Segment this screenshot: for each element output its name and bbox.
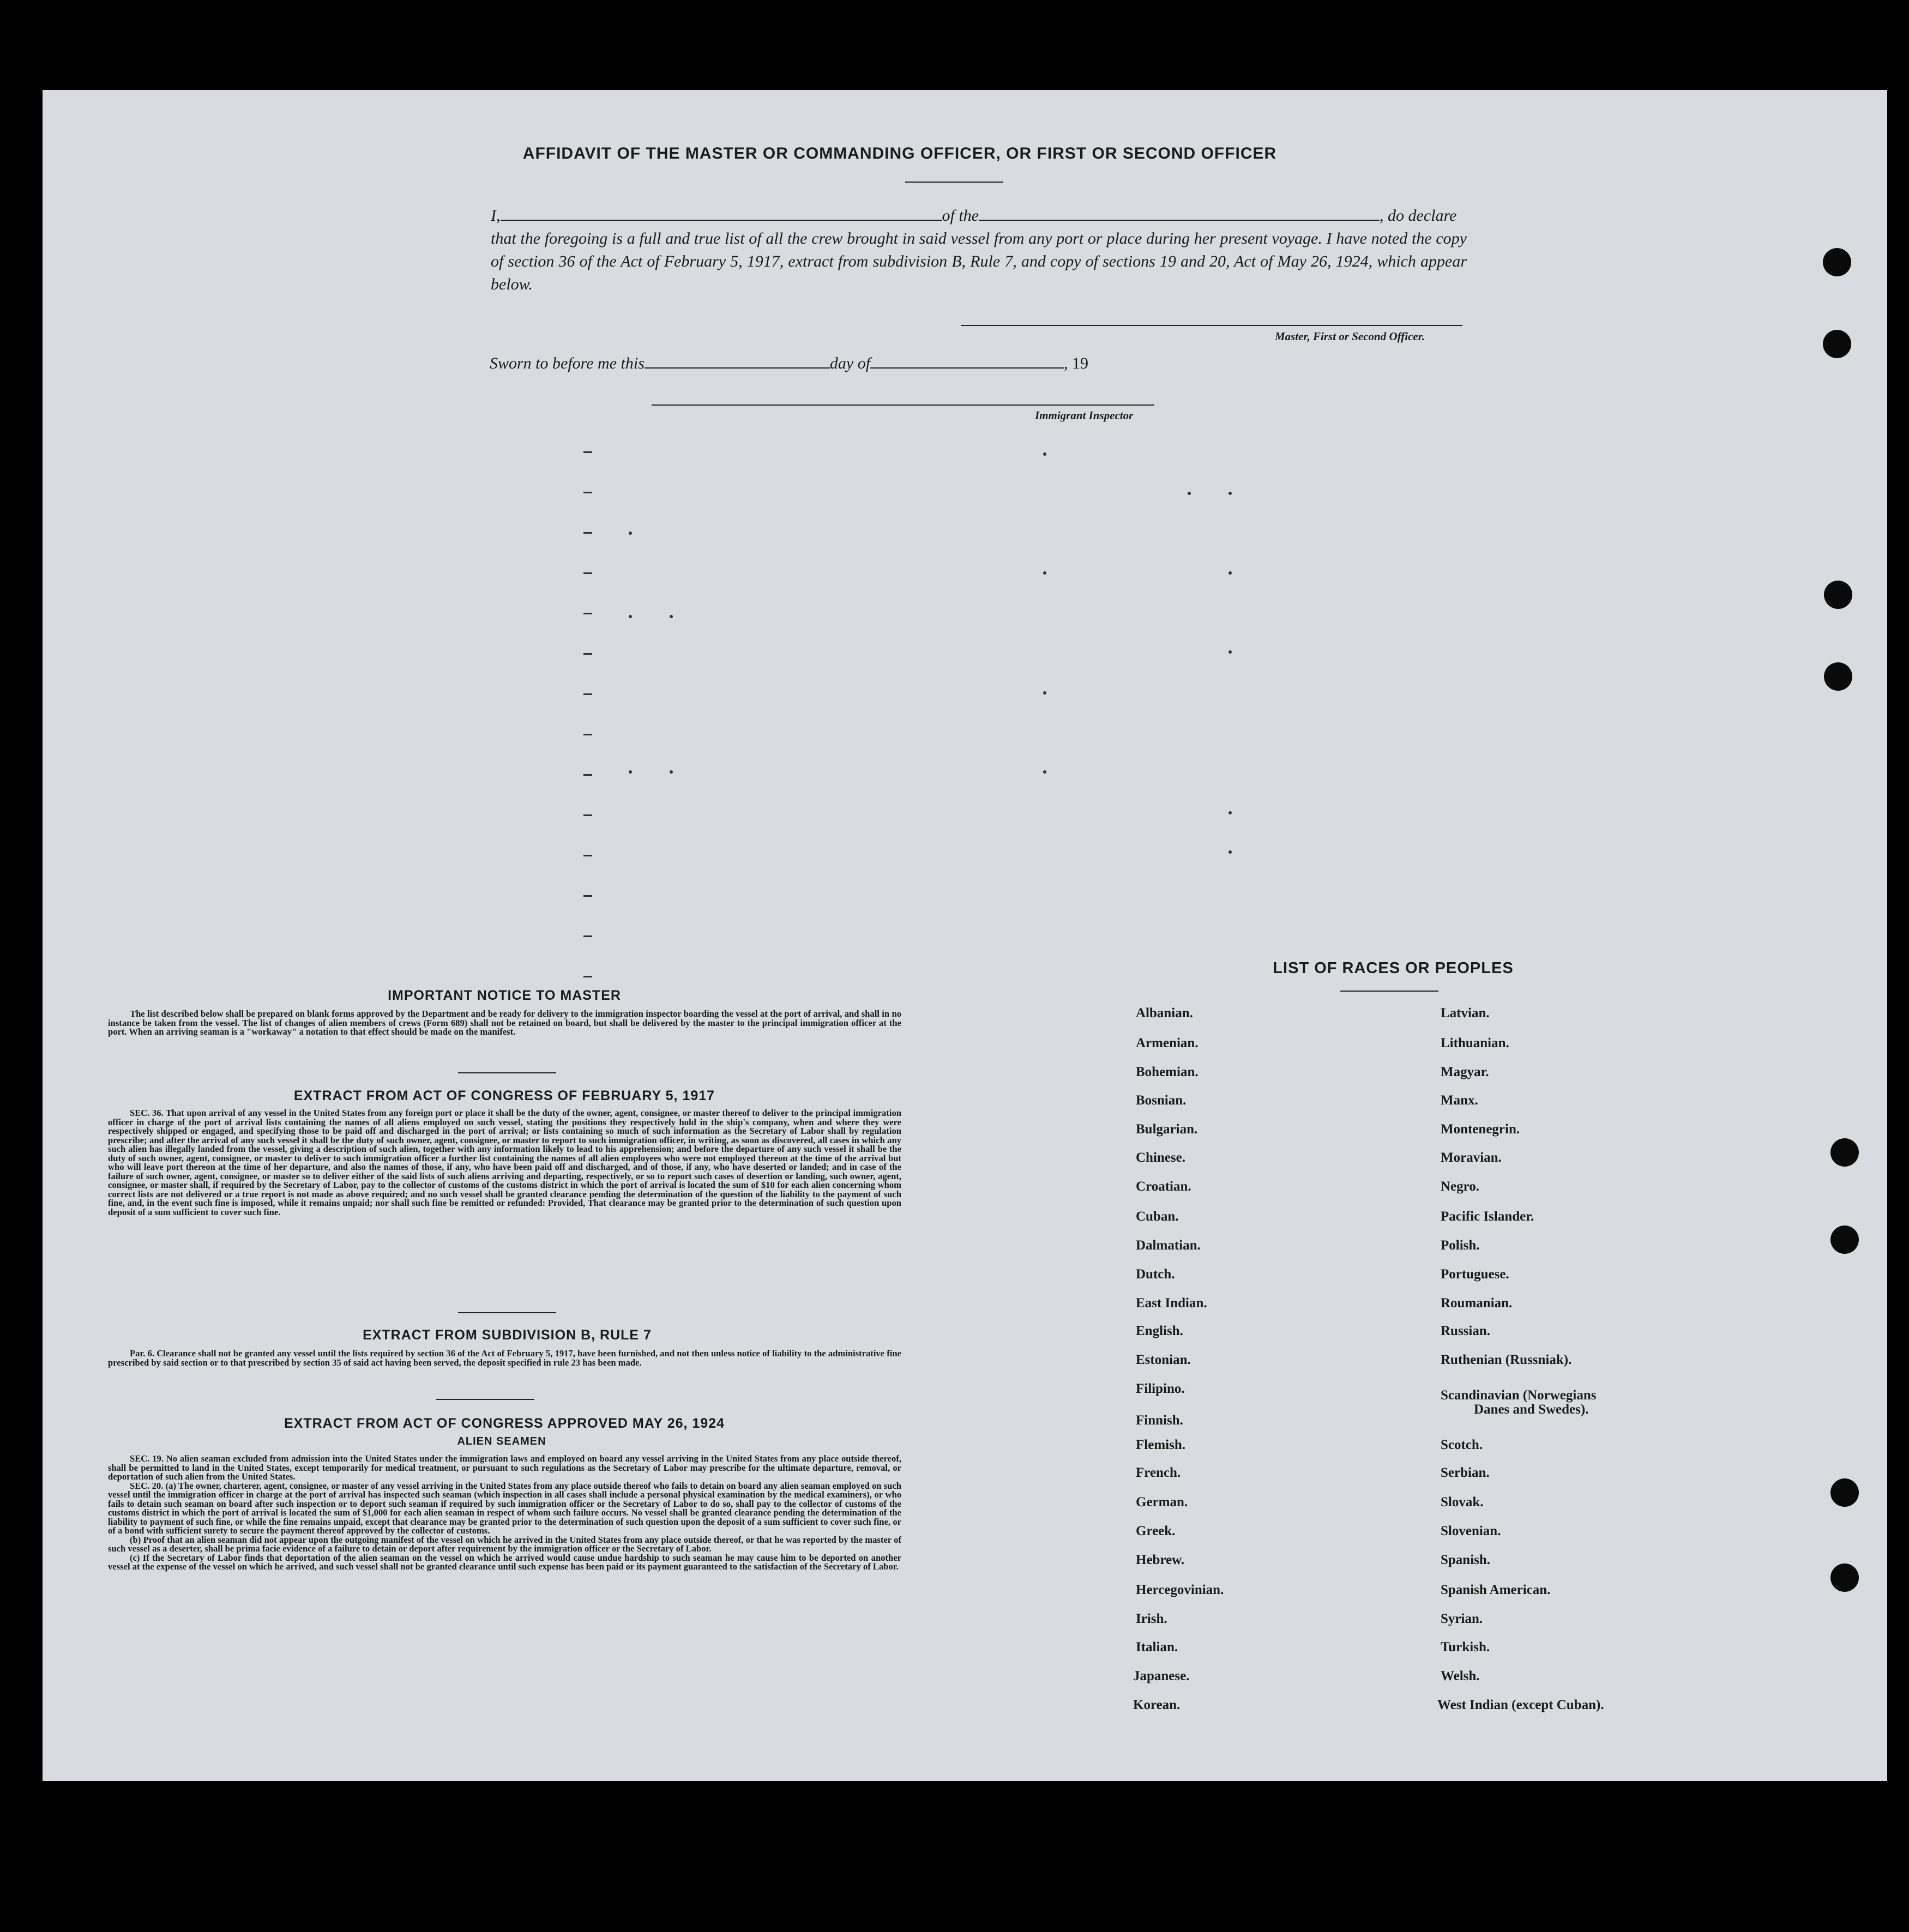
race-item: Manx. <box>1441 1093 1478 1108</box>
affidavit-body <box>491 204 1467 296</box>
race-item: Flemish. <box>1136 1438 1185 1452</box>
race-item: Korean. <box>1133 1698 1181 1712</box>
binder-hole <box>1824 662 1852 691</box>
affidavit-line1-c: , do declare <box>1380 207 1457 225</box>
race-item: West Indian (except Cuban). <box>1437 1698 1604 1712</box>
extract-1917-title: EXTRACT FROM ACT OF CONGRESS OF FEBRUARY 5, 1917 <box>293 1088 715 1103</box>
race-item: Dutch. <box>1136 1267 1175 1282</box>
race-item: Cuban. <box>1136 1209 1179 1224</box>
stray-speck <box>1043 770 1046 774</box>
race-item: Lithuanian. <box>1441 1036 1509 1050</box>
sec20b-paragraph: (b) Proof that an alien seaman did not appear upon the outgoing manifest of the vessel on which he arrived in the United States from any place outside thereof, or that he was reported by the master of such vessel as a deserter, shall be prima facie evidence of a failure to detain or deport after requirement by the immigration officer or the Secretary of Labor. <box>108 1534 901 1554</box>
stray-speck <box>1228 811 1232 814</box>
race-item: Dalmatian. <box>1136 1238 1201 1253</box>
sec20c-paragraph: (c) If the Secretary of Labor finds that deportation of the alien seaman on the vessel on which he arrived would cause undue hardship to such seaman he may cause him to be deported on another vessel at the expense of the vessel on which he arrived, and such vessel shall not be granted clearance until such expense has been paid or its payment guaranteed to the satisfaction of the Secretary of Labor. <box>108 1552 901 1572</box>
alien-seamen-subtitle: ALIEN SEAMEN <box>457 1435 546 1447</box>
race-item: Portuguese. <box>1441 1267 1509 1282</box>
race-item: Latvian. <box>1441 1006 1490 1021</box>
race-item: Slovenian. <box>1441 1524 1501 1538</box>
stray-dash <box>583 572 592 574</box>
notice-text <box>108 1010 901 1037</box>
master-label: Master, First or Second Officer. <box>1275 330 1425 343</box>
affidavit-statement: that the foregoing is a full and true list of all the crew brought in said vessel from any port or place during her present voyage. I have noted the copy of section 36 of the Act of February 5, 1917, extract from subdivision B, Rule 7, and copy of sections 19 and 20, Act of May 26, 1924, which appear below. <box>491 230 1467 293</box>
rule7-title: EXTRACT FROM SUBDIVISION B, RULE 7 <box>363 1327 652 1343</box>
affidavit-title: AFFIDAVIT OF THE MASTER OR COMMANDING OFFICER, OR FIRST OR SECOND OFFICER <box>522 144 1277 162</box>
stray-speck <box>1043 452 1046 456</box>
stray-dash <box>583 734 592 735</box>
stray-speck <box>1228 492 1232 495</box>
race-item: Italian. <box>1136 1640 1178 1655</box>
race-item: Magyar. <box>1441 1065 1489 1079</box>
race-item: Slovak. <box>1441 1495 1484 1510</box>
race-item: Chinese. <box>1136 1150 1185 1165</box>
binder-hole <box>1830 1138 1859 1167</box>
binder-hole <box>1824 581 1852 609</box>
binder-hole <box>1823 248 1851 276</box>
sworn-day-blank[interactable] <box>645 353 830 369</box>
master-signature-line[interactable] <box>961 325 1462 326</box>
race-item: Armenian. <box>1136 1036 1199 1050</box>
binder-hole <box>1823 330 1851 358</box>
race-item: Danes and Swedes). <box>1474 1402 1589 1417</box>
sworn-line <box>490 353 1088 373</box>
race-item: Serbian. <box>1441 1465 1490 1480</box>
race-item: Scotch. <box>1441 1438 1483 1452</box>
race-item: English. <box>1136 1324 1183 1338</box>
notice-paragraph: The list described below shall be prepared on blank forms approved by the Department and be ready for delivery to the immigration inspector boarding the vessel at the port of arrival, and shall in no instance be taken from the vessel. The list of changes of alien members of crews (Form 689) shall not be retained on board, but shall be delivered by the master to the principal immigration officer at the port. When an arriving seaman is a "workaway" a notation to that effect should be made on the manifest. <box>108 1009 901 1037</box>
affidavit-line1-a: I, <box>491 207 501 225</box>
stray-dash <box>583 976 592 977</box>
race-item: Estonian. <box>1136 1353 1191 1367</box>
sec19-paragraph: SEC. 19. No alien seaman excluded from admission into the United States under the immigration laws and employed on board any vessel arriving in the United States from any place outside thereof, shall be permitted to land in the United States, except temporarily for medical treatment, or pursuant to such regulations as the Secretary of Labor may prescribe for the ultimate departure, removal, or deportation of such alien from the United States. <box>108 1453 901 1482</box>
stray-speck <box>629 615 632 618</box>
races-title: LIST OF RACES OR PEOPLES <box>1273 959 1514 977</box>
race-item: Montenegrin. <box>1441 1122 1520 1137</box>
inspector-signature-line[interactable] <box>652 404 1154 406</box>
binder-hole <box>1830 1225 1859 1254</box>
notice-title: IMPORTANT NOTICE TO MASTER <box>388 988 621 1003</box>
stray-dash <box>583 693 592 695</box>
stray-dash <box>583 895 592 897</box>
race-item: East Indian. <box>1136 1296 1207 1311</box>
race-item: Hercegovinian. <box>1136 1583 1224 1597</box>
extract-1924-text <box>108 1454 901 1572</box>
race-item: Greek. <box>1136 1524 1176 1538</box>
race-item: Polish. <box>1441 1238 1480 1253</box>
extract-1917-text <box>108 1109 901 1217</box>
race-item: Ruthenian (Russniak). <box>1441 1353 1572 1367</box>
stray-dash <box>583 774 592 776</box>
race-item: Spanish. <box>1441 1553 1491 1567</box>
divider <box>436 1399 534 1400</box>
vessel-blank[interactable] <box>979 206 1380 221</box>
stray-speck <box>1188 492 1191 495</box>
stray-dash <box>583 532 592 534</box>
sworn-text-a: Sworn to before me this <box>490 354 645 372</box>
stray-dash <box>583 613 592 614</box>
race-item: Scandinavian (Norwegians <box>1441 1388 1597 1403</box>
sworn-month-blank[interactable] <box>870 353 1064 369</box>
divider <box>458 1312 556 1313</box>
stray-speck <box>629 532 632 535</box>
race-item: Moravian. <box>1441 1150 1502 1165</box>
race-item: Croatian. <box>1136 1179 1191 1194</box>
race-item: Hebrew. <box>1136 1553 1185 1567</box>
race-item: German. <box>1136 1495 1188 1510</box>
sec36-paragraph: SEC. 36. That upon arrival of any vessel in the United States from any foreign port or place it shall be the duty of the owner, agent, consignee, or master thereof to deliver to the principal immigration officer in charge of the port of arrival lists containing the names of all aliens employed on such vessel, stating the positions they respectively hold in the ship's company, when and where they were respectively shipped or engaged, and specifying those to be paid off and discharged in the port of arrival; or lists containing so much of such information as the Secretary of Labor shall by regulation prescribe; and after the arrival of any such vessel it shall be the duty of such owner, agent, consignee, or master to report to such immigration officer, in writing, as soon as discovered, all cases in which any such alien has illegally landed from the vessel, giving a description of such alien, together with any information likely to lead to his apprehension; and before the departure of any such vessel it shall be the duty of such owner, agent, consignee, or master to deliver to such immigration officer a further list containing the names of all alien employees who were not employed thereon at the time of the arrival but who will leave port thereon at the time of her departure, and also the names of those, if any, who have been paid off and discharged, and of those, if any, who have deserted or landed; and in case of the failure of such owner, agent, consignee, or master so to deliver either of the said lists of such aliens arriving and departing, respectively, or so to report such cases of desertion or landing, such owner, agent, consignee, or master shall, if required by the Secretary of Labor, pay to the collector of customs of the customs district in which the port of arrival is located the sum of $10 for each alien concerning whom correct lists are not delivered or a true report is not made as above required; and no such vessel shall be granted clearance pending the determination of the question of the liability to the payment of such fine, and, in the event such fine is imposed, while it remains unpaid; nor shall such fine be remitted or refunded: Provided, That clearance may be granted prior to the determination of such question upon deposit of a sum sufficient to cover such fine. <box>108 1108 901 1217</box>
stray-dash <box>583 653 592 655</box>
stray-dash <box>583 451 592 453</box>
title-underline <box>905 182 1003 183</box>
rule7-text <box>108 1349 901 1367</box>
race-item: Pacific Islander. <box>1441 1209 1534 1224</box>
race-item: Bosnian. <box>1136 1093 1187 1108</box>
race-item: Irish. <box>1136 1611 1167 1626</box>
stray-speck <box>1228 650 1232 654</box>
stray-dash <box>583 492 592 493</box>
race-item: Roumanian. <box>1441 1296 1513 1311</box>
stray-dash <box>583 814 592 816</box>
race-item: Finnish. <box>1136 1413 1183 1428</box>
par6-paragraph: Par. 6. Clearance shall not be granted any vessel until the lists required by section 36 of the Act of February 5, 1917, have been furnished, and not then unless notice of liability to the administrative fine prescribed by said section or to that prescribed by section 35 of said act having been served, the deposit specified in rule 23 has been made. <box>108 1348 901 1368</box>
binder-hole <box>1830 1563 1859 1592</box>
race-item: Japanese. <box>1133 1669 1190 1683</box>
race-item: Bulgarian. <box>1136 1122 1198 1137</box>
stray-speck <box>1043 691 1046 695</box>
stray-speck <box>670 615 673 618</box>
extract-1924-title: EXTRACT FROM ACT OF CONGRESS APPROVED MAY 26, 1924 <box>284 1416 725 1431</box>
inspector-label: Immigrant Inspector <box>1035 409 1134 422</box>
race-item: Syrian. <box>1441 1611 1483 1626</box>
race-item: Bohemian. <box>1136 1065 1199 1079</box>
races-title-underline <box>1340 991 1438 992</box>
stray-speck <box>629 770 632 774</box>
stray-speck <box>1043 571 1046 575</box>
stray-speck <box>1228 850 1232 854</box>
binder-hole <box>1830 1478 1859 1507</box>
stray-speck <box>670 770 673 774</box>
sec20a-paragraph: SEC. 20. (a) The owner, charterer, agent, consignee, or master of any vessel arriving in the United States from any place outside thereof who fails to detain on board any alien seaman employed on such vessel until the immigration officer in charge at the port of arrival has inspected such seaman (which inspection in all cases shall include a personal physical examination by the medical examiners), or who fails to detain such seaman on board after such inspection or to deport such seaman if required by such immigration officer or the Secretary of Labor to do so, shall pay to the collector of customs of the customs district in which the port of arrival is located the sum of $1,000 for each alien seaman in respect of whom such failure occurs. No vessel shall be granted clearance pending the determination of the liability to payment of such fine, or while the fine remains unpaid, except that clearance may be granted prior to the determination of such question upon the deposit of a sum sufficient to cover such fine, or of a bond with sufficient surety to secure the payment thereof approved by the collector of customs. <box>108 1480 901 1536</box>
race-item: Filipino. <box>1136 1381 1185 1396</box>
race-item: Turkish. <box>1441 1640 1490 1655</box>
name-blank[interactable] <box>501 206 942 221</box>
race-item: Spanish American. <box>1441 1583 1551 1597</box>
stray-dash <box>583 855 592 856</box>
race-item: Russian. <box>1441 1324 1491 1338</box>
stray-speck <box>1228 571 1232 575</box>
affidavit-line1-b: of the <box>942 207 979 225</box>
divider <box>458 1072 556 1073</box>
race-item: Negro. <box>1441 1179 1480 1194</box>
stray-dash <box>583 935 592 937</box>
race-item: French. <box>1136 1465 1181 1480</box>
race-item: Albanian. <box>1136 1006 1193 1021</box>
sworn-text-c: , 19 <box>1064 354 1089 372</box>
sworn-text-b: day of <box>829 354 871 372</box>
race-item: Welsh. <box>1441 1669 1480 1683</box>
